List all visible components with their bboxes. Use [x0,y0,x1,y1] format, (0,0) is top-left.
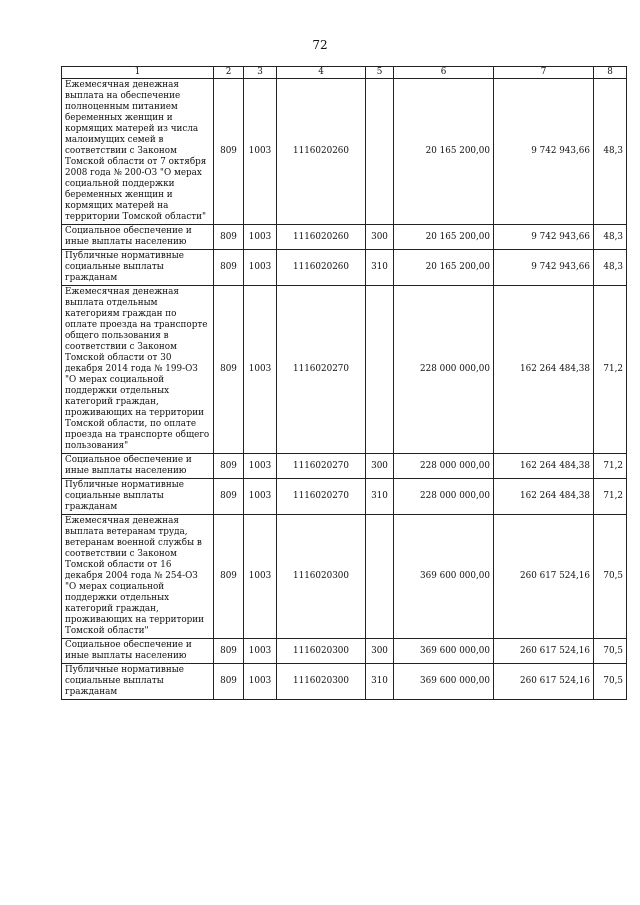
plan-amount-cell: 20 165 200,00 [394,79,494,225]
percent-cell: 70,5 [594,664,627,700]
row-name-cell: Социальное обеспечение и иные выплаты населению [62,454,214,479]
fact-amount-cell: 260 617 524,16 [494,664,594,700]
grbs-cell: 809 [214,639,244,664]
table-row [62,454,627,479]
fact-amount-cell: 162 264 484,38 [494,286,594,454]
plan-amount-cell: 369 600 000,00 [394,664,494,700]
plan-amount-cell: 228 000 000,00 [394,479,494,515]
section-cell: 1003 [244,286,277,454]
expense-type-cell [366,79,394,225]
section-cell: 1003 [244,515,277,639]
column-header: 2 [214,67,244,79]
target-article-cell: 1116020270 [277,286,366,454]
column-header: 6 [394,67,494,79]
percent-cell: 48,3 [594,225,627,250]
plan-amount-cell: 20 165 200,00 [394,225,494,250]
percent-cell: 71,2 [594,454,627,479]
percent-cell: 70,5 [594,515,627,639]
grbs-cell: 809 [214,286,244,454]
target-article-cell: 1116020300 [277,639,366,664]
grbs-cell: 809 [214,479,244,515]
target-article-cell: 1116020260 [277,250,366,286]
section-cell: 1003 [244,454,277,479]
target-article-cell: 1116020270 [277,454,366,479]
table-row [62,639,627,664]
target-article-cell: 1116020260 [277,79,366,225]
row-name-cell: Публичные нормативные социальные выплаты гражданам [62,664,214,700]
expense-type-cell: 300 [366,639,394,664]
fact-amount-cell: 9 742 943,66 [494,250,594,286]
table-row [62,286,627,454]
percent-cell: 71,2 [594,286,627,454]
plan-amount-cell: 369 600 000,00 [394,515,494,639]
expense-type-cell: 310 [366,479,394,515]
table-row [62,664,627,700]
section-cell: 1003 [244,250,277,286]
page-number: 72 [312,38,328,52]
target-article-cell: 1116020300 [277,664,366,700]
column-header: 8 [594,67,627,79]
grbs-cell: 809 [214,225,244,250]
percent-cell: 48,3 [594,250,627,286]
section-cell: 1003 [244,479,277,515]
plan-amount-cell: 228 000 000,00 [394,454,494,479]
column-header: 3 [244,67,277,79]
column-header: 4 [277,67,366,79]
section-cell: 1003 [244,225,277,250]
fact-amount-cell: 162 264 484,38 [494,479,594,515]
target-article-cell: 1116020260 [277,225,366,250]
grbs-cell: 809 [214,250,244,286]
column-header: 1 [62,67,214,79]
row-name-cell: Ежемесячная денежная выплата на обеспечение полноценным питанием беременных женщин и кормящих матерей из числа малоимущих семей в соответствии с Законом Томской области от 7 октября 2008 года № 200-ОЗ "О мерах социальной поддержки беременных женщин и кормящих матерей на территории Томской области" [62,79,214,225]
column-header: 5 [366,67,394,79]
expense-type-cell: 300 [366,454,394,479]
row-name-cell: Ежемесячная денежная выплата отдельным категориям граждан по оплате проезда на транспорте общего пользования в соответствии с Законом Томской области от 30 декабря 2014 года № 199-ОЗ "О мерах социальной поддержки отдельных категорий граждан, проживающих на территории Томской области, по оплате проезда на транспорте общего пользования" [62,286,214,454]
section-cell: 1003 [244,664,277,700]
table-row [62,250,627,286]
target-article-cell: 1116020270 [277,479,366,515]
plan-amount-cell: 228 000 000,00 [394,286,494,454]
grbs-cell: 809 [214,515,244,639]
column-header: 7 [494,67,594,79]
expense-type-cell [366,515,394,639]
fact-amount-cell: 9 742 943,66 [494,225,594,250]
table-row [62,515,627,639]
expense-type-cell: 300 [366,225,394,250]
table-header-row [62,67,627,79]
section-cell: 1003 [244,79,277,225]
row-name-cell: Публичные нормативные социальные выплаты гражданам [62,250,214,286]
expense-type-cell: 310 [366,250,394,286]
percent-cell: 70,5 [594,639,627,664]
fact-amount-cell: 260 617 524,16 [494,515,594,639]
plan-amount-cell: 20 165 200,00 [394,250,494,286]
row-name-cell: Ежемесячная денежная выплата ветеранам труда, ветеранам военной службы в соответствии с Законом Томской области от 16 декабря 2004 года № 254-ОЗ "О мерах социальной поддержки отдельных категорий граждан, проживающих на территории Томской области" [62,515,214,639]
expense-type-cell [366,286,394,454]
grbs-cell: 809 [214,454,244,479]
row-name-cell: Социальное обеспечение и иные выплаты населению [62,639,214,664]
target-article-cell: 1116020300 [277,515,366,639]
budget-table [61,66,627,700]
fact-amount-cell: 260 617 524,16 [494,639,594,664]
row-name-cell: Социальное обеспечение и иные выплаты населению [62,225,214,250]
fact-amount-cell: 162 264 484,38 [494,454,594,479]
fact-amount-cell: 9 742 943,66 [494,79,594,225]
table-row [62,479,627,515]
plan-amount-cell: 369 600 000,00 [394,639,494,664]
section-cell: 1003 [244,639,277,664]
table-row [62,79,627,225]
percent-cell: 48,3 [594,79,627,225]
percent-cell: 71,2 [594,479,627,515]
grbs-cell: 809 [214,664,244,700]
grbs-cell: 809 [214,79,244,225]
row-name-cell: Публичные нормативные социальные выплаты гражданам [62,479,214,515]
table-row [62,225,627,250]
expense-type-cell: 310 [366,664,394,700]
